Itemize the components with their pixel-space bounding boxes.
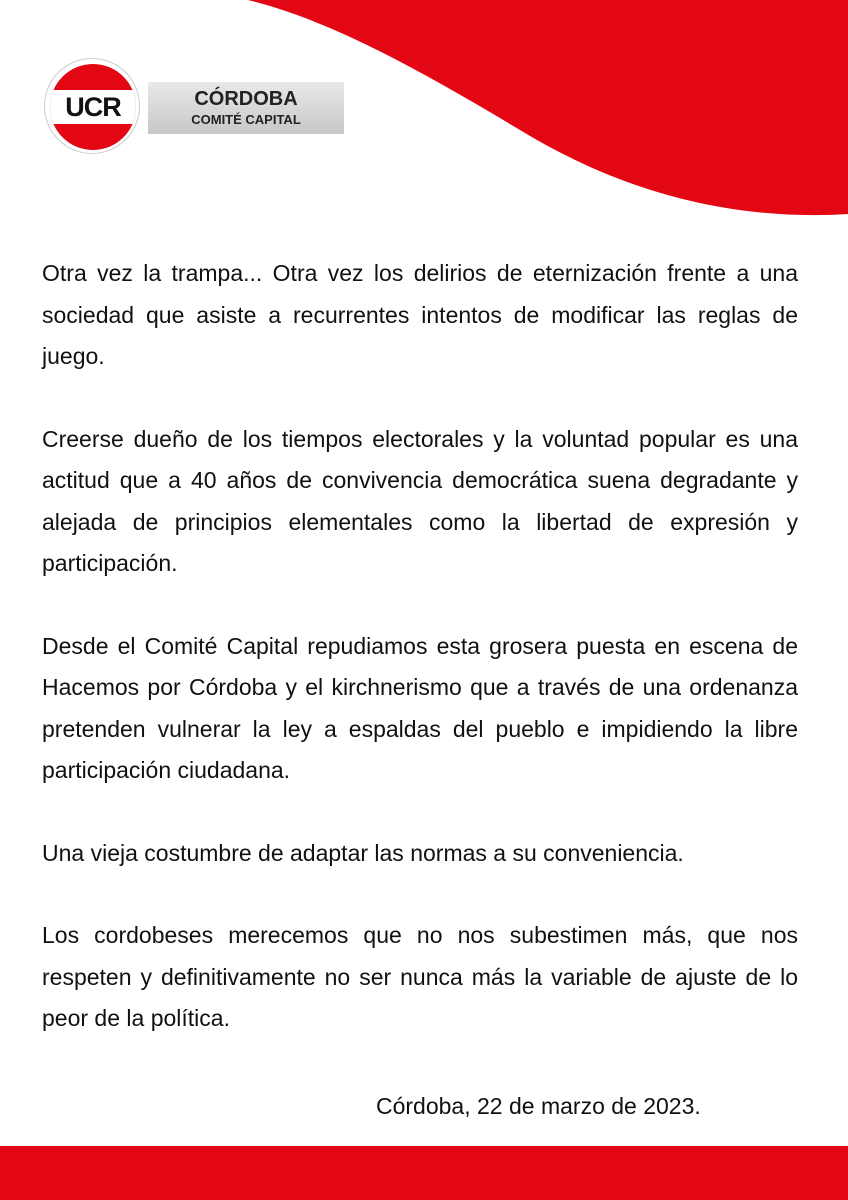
- letter-body: [42, 253, 798, 1081]
- paragraph-3: Desde el Comité Capital repudiamos esta grosera puesta en escena de Hacemos por Córdoba y el kirchnerismo que a través de una ordenanza pretenden vulnerar la ley a espaldas del pueblo e impidiendo la libre participación ciudadana.: [42, 632, 798, 783]
- date-line: Córdoba, 22 de marzo de 2023.: [376, 1093, 701, 1119]
- paragraph-1: Otra vez la trampa... Otra vez los delirios de eternización frente a una sociedad que asiste a recurrentes intentos de modificar las reglas de juego.: [42, 260, 798, 369]
- committee-label-box: [148, 82, 344, 134]
- ucr-acronym: UCR: [65, 92, 121, 122]
- ucr-logo: [44, 58, 346, 156]
- paragraph-4: Una vieja costumbre de adaptar las normas a su conveniencia.: [42, 839, 684, 866]
- ucr-emblem: [44, 58, 140, 154]
- footer-red-bar: [0, 1146, 848, 1200]
- logo-committee: COMITÉ CAPITAL: [191, 112, 301, 127]
- paragraph-5: Los cordobeses merecemos que no nos subestimen más, que nos respeten y definitivamente no ser nunca más la variable de ajuste de lo peor de la política.: [42, 922, 798, 1031]
- logo-city: CÓRDOBA: [194, 88, 298, 110]
- paragraph-2: Creerse dueño de los tiempos electorales y la voluntad popular es una actitud que a 40 años de convivencia democrática suena degradante y alejada de principios elementales como la libertad de expresión y participación.: [42, 425, 798, 576]
